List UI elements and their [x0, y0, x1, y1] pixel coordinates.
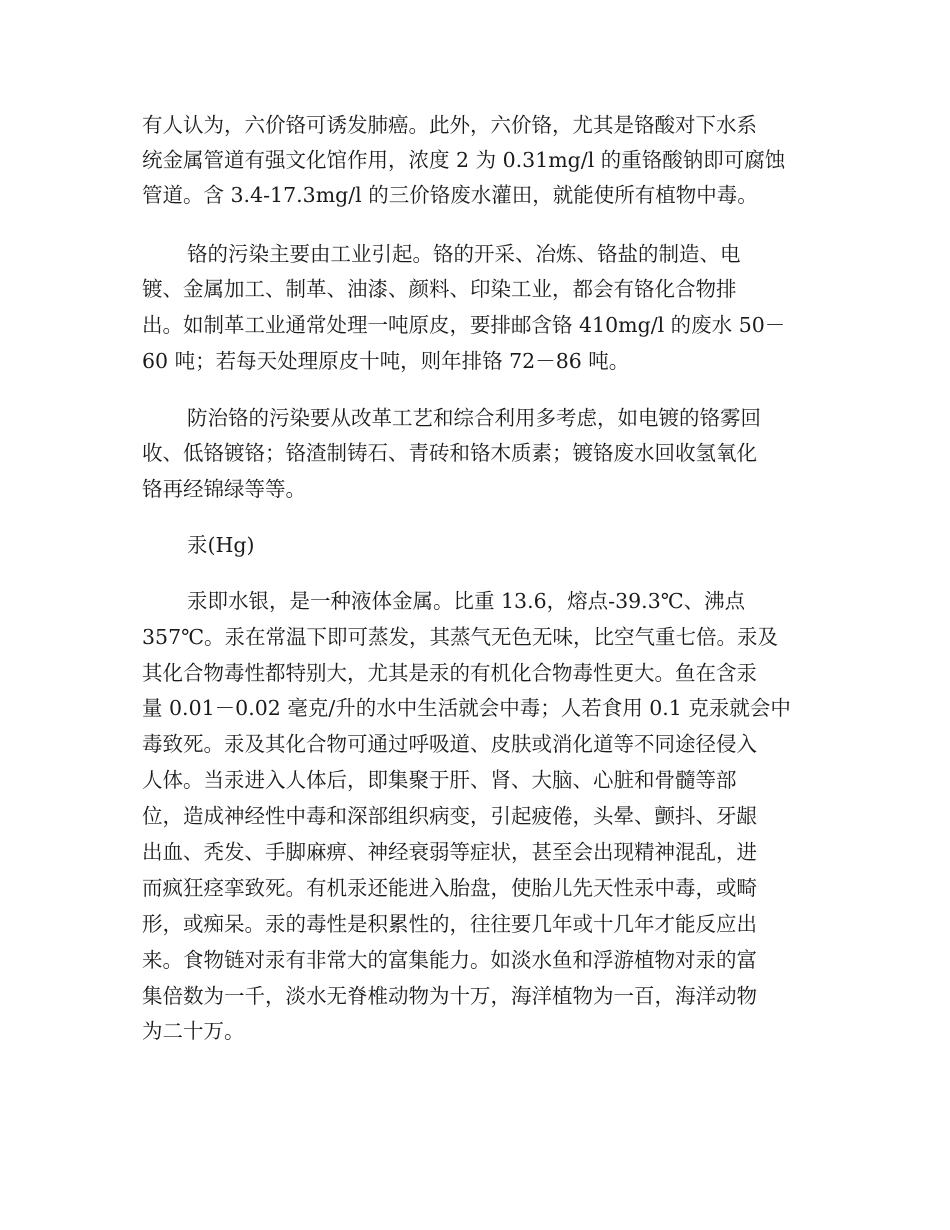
text-line: 毒致死。汞及其化合物可通过呼吸道、皮肤或消化道等不同途径侵入 [142, 732, 757, 756]
section-heading: 汞(Hg) [187, 533, 255, 557]
text-line: 铬再经锦绿等等。 [142, 477, 306, 501]
text-line: 统金属管道有强文化馆作用，浓度 2 为 0.31mg/l 的重铬酸钠即可腐蚀 [142, 148, 786, 172]
text-line: 集倍数为一千，淡水无脊椎动物为十万，海洋植物为一百，海洋动物 [142, 984, 757, 1008]
text-line: 出血、秃发、手脚麻痹、神经衰弱等症状，甚至会出现精神混乱，进 [142, 840, 757, 864]
text-line: 防治铬的污染要从改革工艺和综合利用多考虑，如电镀的铬雾回 [187, 406, 761, 430]
text-line: 镀、金属加工、制革、油漆、颜料、印染工业，都会有铬化合物排 [142, 277, 737, 301]
text-line: 其化合物毒性都特别大，尤其是汞的有机化合物毒性更大。鱼在含汞 [142, 661, 757, 685]
text-line: 60 吨；若每天处理原皮十吨，则年排铬 72－86 吨。 [142, 349, 630, 373]
text-line: 铬的污染主要由工业引起。铬的开采、冶炼、铬盐的制造、电 [187, 242, 741, 266]
text-line: 位，造成神经性中毒和深部组织病变，引起疲倦，头晕、颤抖、牙龈 [142, 804, 757, 828]
text-line: 收、低铬镀铬；铬渣制铸石、青砖和铬木质素；镀铬废水回收氢氧化 [142, 441, 757, 465]
text-line: 形，或痴呆。汞的毒性是积累性的，往往要几年或十几年才能反应出 [142, 912, 757, 936]
text-line: 人体。当汞进入人体后，即集聚于肝、肾、大脑、心脏和骨髓等部 [142, 768, 737, 792]
text-line: 来。食物链对汞有非常大的富集能力。如淡水鱼和浮游植物对汞的富 [142, 948, 757, 972]
text-line: 357℃。汞在常温下即可蒸发，其蒸气无色无味，比空气重七倍。汞及 [142, 625, 779, 649]
text-line: 管道。含 3.4-17.3mg/l 的三价铬废水灌田，就能使所有植物中毒。 [142, 183, 758, 207]
text-line: 量 0.01－0.02 毫克/升的水中生活就会中毒；人若食用 0.1 克汞就会中 [142, 696, 791, 720]
text-line: 而疯狂痉挛致死。有机汞还能进入胎盘，使胎儿先天性汞中毒，或畸 [142, 876, 757, 900]
text-line: 为二十万。 [142, 1019, 245, 1043]
text-line: 有人认为，六价铬可诱发肺癌。此外，六价铬，尤其是铬酸对下水系 [142, 113, 757, 137]
text-line: 汞即水银，是一种液体金属。比重 13.6，熔点-39.3℃、沸点 [187, 589, 746, 613]
text-line: 出。如制革工业通常处理一吨原皮，要排邮含铬 410mg/l 的废水 50－ [142, 313, 786, 337]
